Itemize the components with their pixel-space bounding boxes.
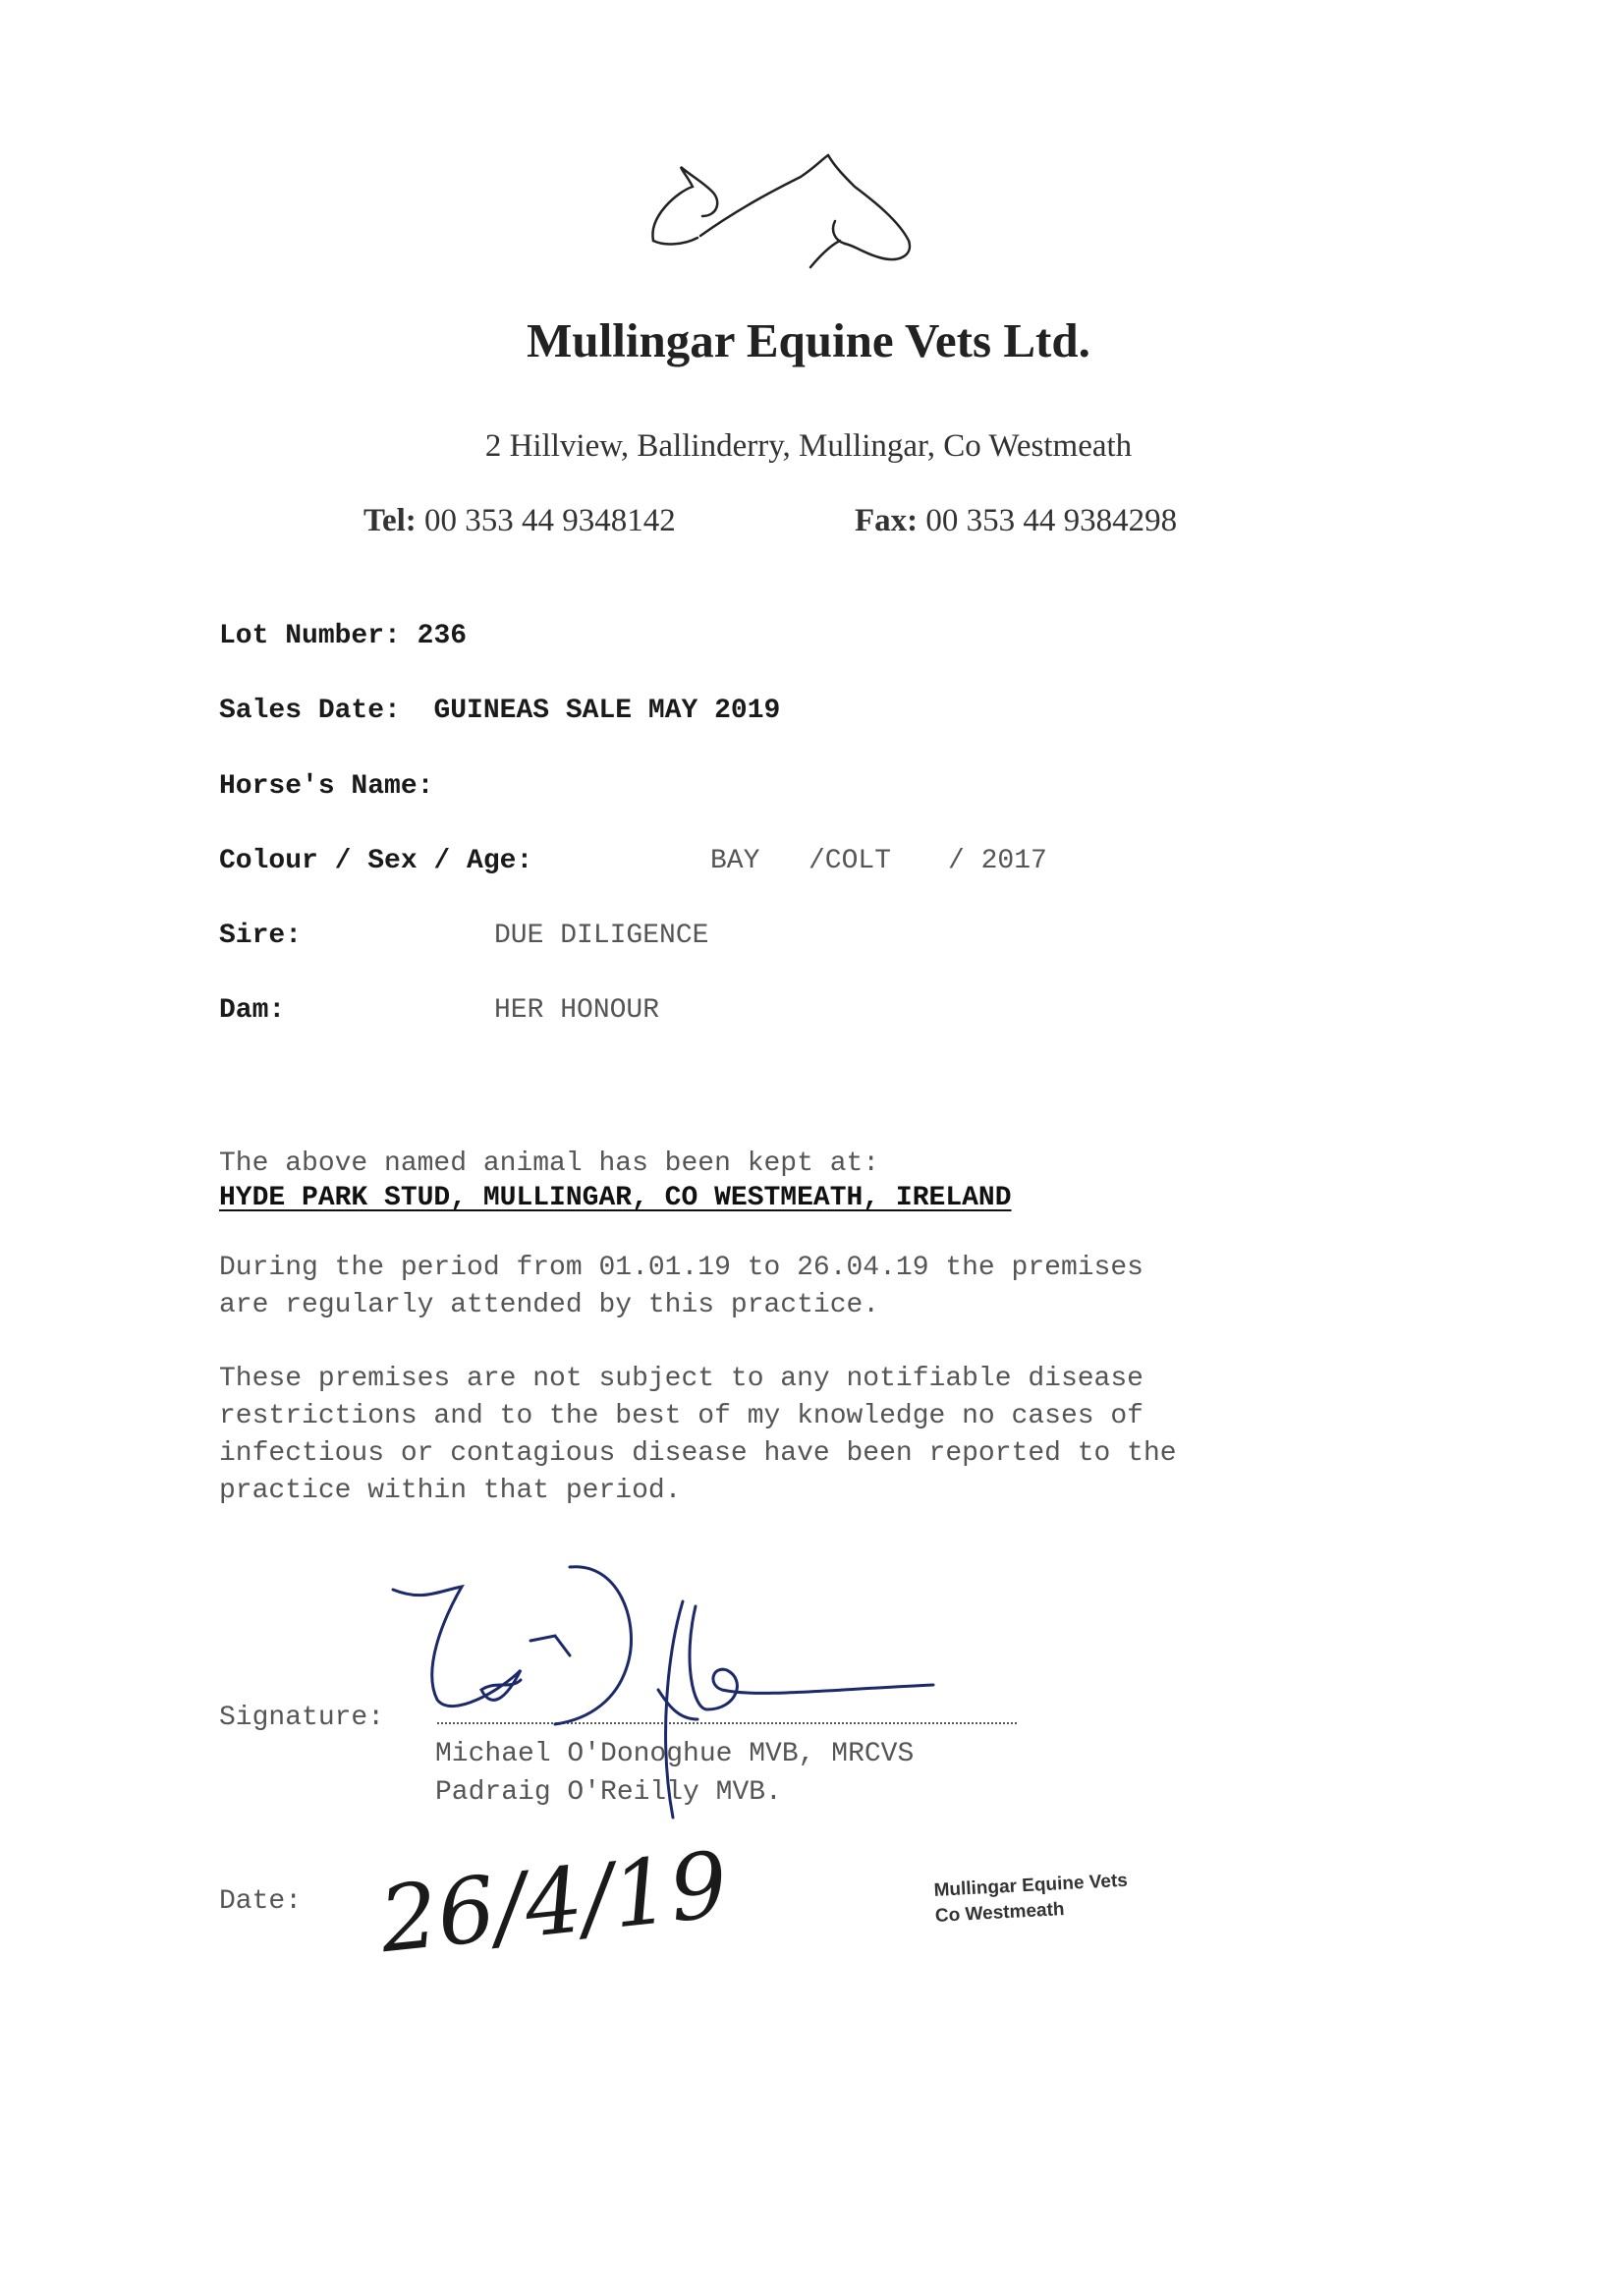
fax <box>855 503 1177 539</box>
date-label: Date: <box>219 1886 303 1917</box>
horse-heads-logo-icon <box>643 147 938 275</box>
signature-label: Signature: <box>219 1703 385 1733</box>
company-name: Mullingar Equine Vets Ltd. <box>527 313 1090 367</box>
kept-at-text: The above named animal has been kept at: <box>219 1148 880 1179</box>
lot-number-row <box>219 621 467 651</box>
sales-date-value: GUINEAS SALE MAY 2019 <box>433 696 781 726</box>
vet-name-2: Padraig O'Reilly MVB. <box>435 1777 782 1808</box>
tel-label: Tel: <box>363 503 417 538</box>
lot-number-value: 236 <box>417 621 468 651</box>
colour-value: BAY <box>710 846 760 876</box>
horse-name-label: Horse's Name: <box>219 771 434 802</box>
practice-stamp <box>933 1869 1130 1930</box>
stamp-line-1: Mullingar Equine Vets <box>933 1870 1129 1901</box>
dam-row <box>219 995 285 1026</box>
age-value: / 2017 <box>948 846 1047 876</box>
sales-date-label: Sales Date: <box>219 696 401 726</box>
dam-value: HER HONOUR <box>494 995 660 1026</box>
tel-value: 00 353 44 9348142 <box>424 503 676 538</box>
sire-value: DUE DILIGENCE <box>494 921 709 951</box>
telephone <box>363 503 676 539</box>
kept-at-place: HYDE PARK STUD, MULLINGAR, CO WESTMEATH, IRELAND <box>219 1183 1012 1213</box>
handwritten-date <box>373 1831 733 1974</box>
vet-name-1: Michael O'Donoghue MVB, MRCVS <box>435 1739 915 1769</box>
colour-sex-age-label: Colour / Sex / Age: <box>219 846 533 876</box>
svg-text:26/4/19: 26/4/19 <box>374 1831 733 1974</box>
company-address: 2 Hillview, Ballinderry, Mullingar, Co Westmeath <box>484 428 1133 464</box>
dam-label: Dam: <box>219 995 286 1026</box>
horse-name-row <box>219 771 433 802</box>
sire-label: Sire: <box>219 921 303 951</box>
sales-date-row <box>219 696 780 726</box>
fax-label: Fax: <box>855 503 919 538</box>
stamp-line-2: Co Westmeath <box>934 1899 1066 1927</box>
premises-paragraph: These premises are not subject to any notifiable disease restrictions and to the best of my knowledge no cases of infectious or contagious disease have been reported to the practice within that period. <box>219 1364 1177 1506</box>
colour-sex-age-row <box>219 846 532 876</box>
sire-row <box>219 921 302 951</box>
lot-number-label: Lot Number: <box>219 621 401 651</box>
fax-value: 00 353 44 9384298 <box>925 503 1178 538</box>
period-paragraph: During the period from 01.01.19 to 26.04.19 the premises are regularly attended by this practice. <box>219 1253 1143 1320</box>
sex-value: /COLT <box>808 846 892 876</box>
